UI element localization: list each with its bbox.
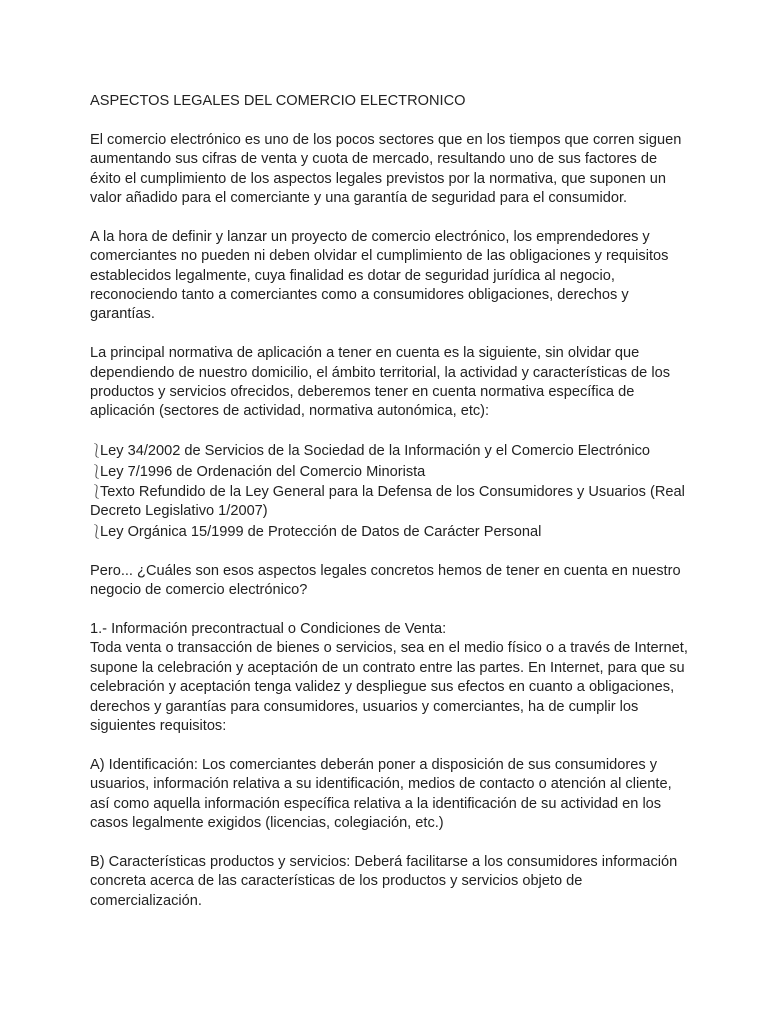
bullet-icon: ⎱ bbox=[90, 463, 104, 479]
document-title: ASPECTOS LEGALES DEL COMERCIO ELECTRONICO bbox=[90, 93, 466, 109]
laws-list bbox=[90, 441, 690, 542]
document-page bbox=[90, 92, 690, 930]
list-item bbox=[90, 441, 690, 461]
law-text: Ley 34/2002 de Servicios de la Sociedad de la Información y el Comercio Electrónico bbox=[100, 443, 651, 460]
list-item bbox=[90, 462, 690, 482]
project-paragraph: A la hora de definir y lanzar un proyecto de comercio electrónico, los emprendedores y comerciantes no pueden ni deben olvidar el cumplimiento de las obligaciones y requisitos establecidos legalmente, cuya finalidad es dotar de seguridad jurídica al negocio, reconociendo tanto a comerciantes como a consumidores obligaciones, derechos y garantías. bbox=[90, 228, 669, 323]
item-b-paragraph: B) Características productos y servicios: Deberá facilitarse a los consumidores información concreta acerca de las características de los productos y servicios objeto de comercialización. bbox=[90, 853, 678, 909]
section-1-body: Toda venta o transacción de bienes o servicios, sea en el medio físico o a través de Internet, supone la celebración y aceptación de un contrato entre las partes. En Internet, para que su celebración y aceptación tenga validez y despliegue sus efectos en cuanto a obligaciones, derechos y garantías para consumidores, usuarios y comerciantes, ha de cumplir los siguientes requisitos: bbox=[90, 640, 688, 734]
bullet-icon: ⎱ bbox=[90, 484, 104, 500]
list-item bbox=[90, 482, 690, 522]
law-text: Texto Refundido de la Ley General para la Defensa de los Consumidores y Usuarios (Real Decreto Legislativo 1/2007) bbox=[90, 484, 685, 520]
law-text: Ley Orgánica 15/1999 de Protección de Datos de Carácter Personal bbox=[100, 523, 542, 540]
law-text: Ley 7/1996 de Ordenación del Comercio Minorista bbox=[100, 463, 426, 480]
bullet-icon: ⎱ bbox=[90, 523, 104, 539]
bullet-icon: ⎱ bbox=[90, 443, 104, 459]
question-paragraph: Pero... ¿Cuáles son esos aspectos legales concretos hemos de tener en cuenta en nuestro negocio de comercio electrónico? bbox=[90, 562, 681, 599]
intro-paragraph: El comercio electrónico es uno de los pocos sectores que en los tiempos que corren siguen aumentando sus cifras de venta y cuota de mercado, resultando uno de sus factores de éxito el cumplimiento de los aspectos legales previstos por la normativa, que suponen un valor añadido para el comerciante y una garantía de seguridad para el consumidor. bbox=[90, 131, 682, 207]
list-item bbox=[90, 522, 690, 542]
section-1 bbox=[90, 620, 690, 736]
regulations-paragraph: La principal normativa de aplicación a tener en cuenta es la siguiente, sin olvidar que dependiendo de nuestro domicilio, el ámbito territorial, la actividad y características de los productos y servicios ofrecidos, deberemos tener en cuenta normativa específica de aplicación (sectores de actividad, normativa autonómica, etc): bbox=[90, 345, 670, 420]
item-a-paragraph: A) Identificación: Los comerciantes deberán poner a disposición de sus consumidores y usuarios, información relativa a su identificación, medios de contacto o atención al cliente, así como aquella información específica relativa a la identificación de su actividad en los casos legalmente exigidos (licencias, colegiación, etc.) bbox=[90, 756, 672, 831]
section-1-heading: 1.- Información precontractual o Condiciones de Venta: bbox=[90, 620, 447, 637]
